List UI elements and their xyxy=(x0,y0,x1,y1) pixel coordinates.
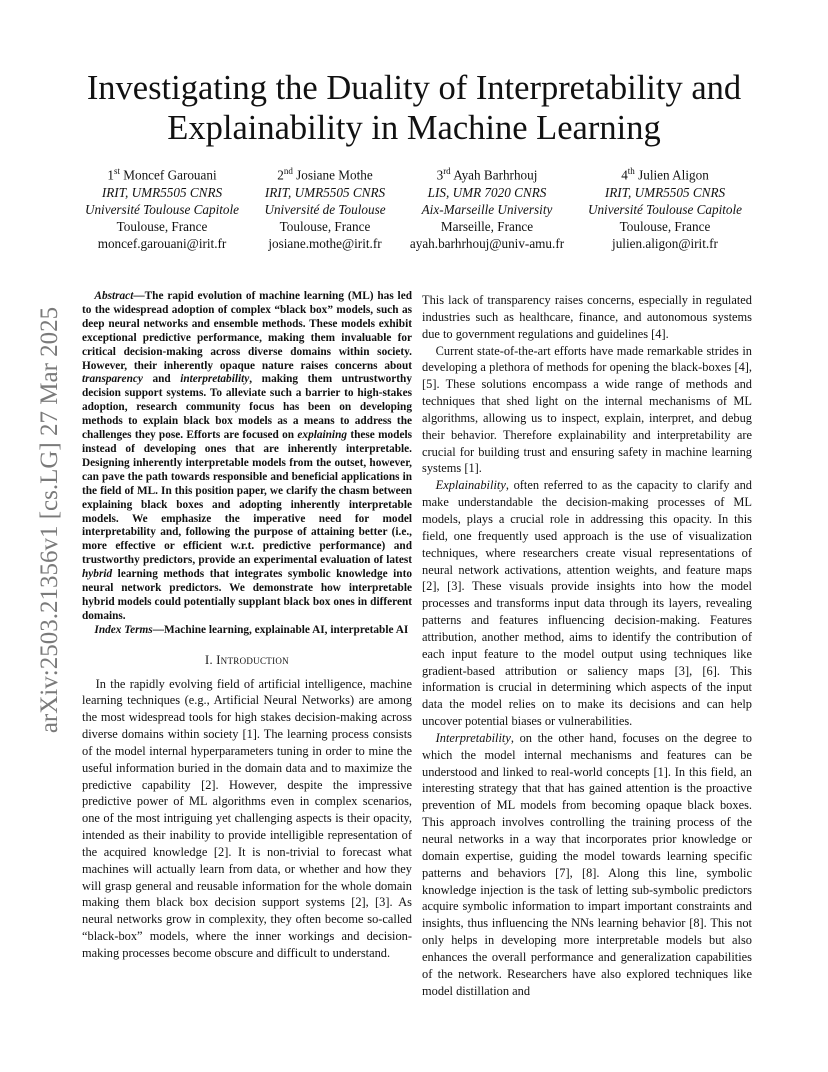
arxiv-identifier[interactable]: arXiv:2503.21356v1 [cs.LG] 27 Mar 2025 xyxy=(36,306,63,734)
author-name: 2nd Josiane Mothe xyxy=(277,166,373,183)
abstract: Abstract—The rapid evolution of machine learning (ML) has led to the widespread adoption of complex “black box” models, such as deep neural networks and ensemble methods. These models exhibit exceptional predictive performance, making them invaluable for critical decision-making across diverse domains within society. However, their inherently opaque nature raises concerns about transparency and interpretability, making them untrustworthy decision support systems. To alleviate such a barrier to high-stakes adoption, research community focus has been on developing methods to explain black box models as a means to address the challenges they pose. Efforts are focused on explaining these models instead of developing ones that are inherently interpretable. Designing inherently interpretable models from the outset, however, can pave the path towards responsible and beneficial applications in the field of ML. In this position paper, we clarify the chasm between explaining black boxes and adopting inherently interpretable models. We emphasize the imperative need for model interpretability and, following the purpose of attaining better (i.e., more effective or efficient w.r.t. predictive performance) and trustworthy predictors, provide an experimental evaluation of latest hybrid learning methods that integrates symbolic knowledge into neural network predictors. We demonstrate how interpretable hybrid models could potentially supplant black box ones in different domains. xyxy=(82,290,413,622)
author-affiliation: IRIT, UMR5505 CNRS xyxy=(264,184,386,200)
intro-paragraph-interpretability: Interpretability, on the other hand, focuses on the degree to which the model internal mechanisms and features can be understood and linked to real-world concepts [1]. In this field, an interesting strategy that that has gained attention is the proactive prevention of ML models from becoming opaque black boxes. This approach involves controlling the training process of the neural networks in a way that incorporates prior knowledge or domain expertise, guiding the model towards learning specific patterns and behaviors [7], [8]. Along this line, symbolic knowledge injection is the task of letting sub-symbolic predictors acquire symbolic information to impart important constraints and insights, thus influencing the NNs learning behavior [8]. This not only helps in developing more interpretable models but also enhances the overall performance and generalization capabilities of the network. Researchers have also explored techniques like model distillation and xyxy=(422,730,752,998)
author-university: Université Toulouse Capitole xyxy=(84,201,240,217)
author-city: Toulouse, France xyxy=(619,219,711,234)
index-terms: Index Terms—Machine learning, explainable AI, interpretable AI xyxy=(94,623,409,636)
right-column xyxy=(422,292,752,999)
author-affiliation: LIS, UMR 7020 CNRS xyxy=(427,184,547,200)
intro-paragraph-3: Current state-of-the-art efforts have made remarkable strides in developing a plethora of methods for opening the black-boxes [4], [5]. These solutions encompass a wide range of methods and techniques that shed light on the internal mechanisms of ML algorithms, allowing us to inspect, explain, interpret, and debug their behavior. Therefore explainability and interpretability are crucial for building trust and ensuring safety in machine learning systems [1]. xyxy=(422,343,752,476)
intro-paragraph-1: In the rapidly evolving field of artificial intelligence, machine learning techniques (e.g., Artificial Neural Networks) are among the most widespread tools for high stakes decision-making across diverse domains within society [1]. The learning process consists of the model internal hyperparameters tuning in order to mine the useful information buried in the domain data and to maximize the predictive capability [2]. However, despite the impressive predictive power of ML algorithms even in complex scenarios, one of the most intriguing yet challenging aspects is their opacity, intended as their inability to provide intelligible representation of the acquired knowledge [2]. It is non-trivial to forecast what machines will actually learn from data, or whether and how they will grasp general and reusable information for the whole domain making them black box decision support systems [2], [3]. As neural networks grow in complexity, they often become so-called “black-box” models, where the inner workings and decision-making processes become obscure and difficult to understand. xyxy=(82,676,412,960)
author-affiliation: IRIT, UMR5505 CNRS xyxy=(101,184,223,200)
author-affiliation: IRIT, UMR5505 CNRS xyxy=(604,184,726,200)
title-line-1: Investigating the Duality of Interpretability and xyxy=(86,69,742,107)
intro-paragraph-2-continued: This lack of transparency raises concerns, especially in regulated industries such as healthcare, finance, and autonomous systems due to government regulations and guidelines [4]. xyxy=(422,293,752,341)
author-university: Université Toulouse Capitole xyxy=(587,201,743,217)
author-name: 4th Julien Aligon xyxy=(621,166,709,183)
author-university: Aix-Marseille University xyxy=(421,201,553,217)
author-name: 3rd Ayah Barhrhouj xyxy=(436,166,538,183)
title-line-2: Explainability in Machine Learning xyxy=(167,109,661,147)
author-block-3 xyxy=(389,163,585,252)
author-email: moncef.garouani@irit.fr xyxy=(97,236,227,252)
author-email: josiane.mothe@irit.fr xyxy=(268,236,382,252)
section-heading-introduction: I. Introduction xyxy=(205,652,289,667)
author-email: ayah.barhrhouj@univ-amu.fr xyxy=(409,236,565,252)
author-block-4 xyxy=(567,163,763,252)
paper-title xyxy=(40,68,788,148)
author-city: Toulouse, France xyxy=(279,219,371,234)
left-column xyxy=(82,290,412,962)
author-name: 1st Moncef Garouani xyxy=(107,166,217,183)
author-email: julien.aligon@irit.fr xyxy=(612,236,718,252)
intro-paragraph-explainability: Explainability, often referred to as the capacity to clarify and make understandable the decision-making processes of ML models, plays a crucial role in addressing this opacity. In this field, one frequently used approach is the use of visualization techniques, where researchers create visual representations of neural network activations, attention weights, and feature maps [2], [3]. These visuals provide insights into how the model processes and transforms input data through its layers, revealing patterns and features influencing decision-making. Features attribution, another method, aims to identify the contribution of each input feature to the model output using techniques like gradient-based attribution or saliency maps [3], [6]. This information is crucial in determining which aspects of the input data the model relies on to make its decisions and can help uncover potential biases or vulnerabilities. xyxy=(422,478,752,729)
author-university: Université de Toulouse xyxy=(264,201,386,217)
author-city: Marseille, France xyxy=(440,219,534,234)
author-city: Toulouse, France xyxy=(116,219,208,234)
